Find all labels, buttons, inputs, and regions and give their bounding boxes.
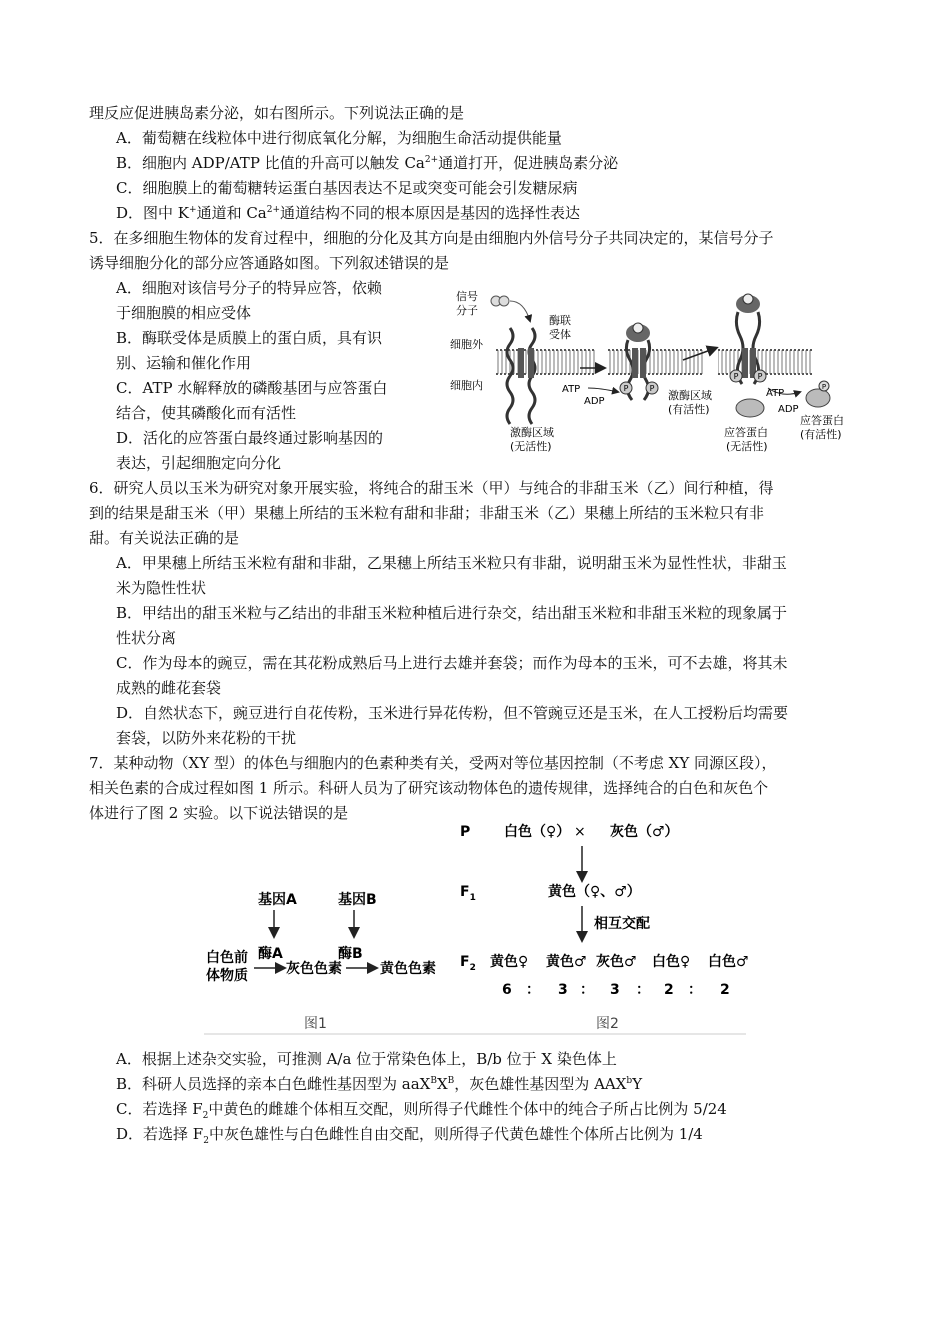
fig2-f2-yellow-male: 黄色♂ [546,954,587,970]
fig1-gene-a: 基因A [258,892,297,908]
label-adp-1: ADP [584,396,605,407]
q5-option-a-line2: 于细胞膜的相应受体 [116,304,252,322]
fig2-parent-grey-male: 灰色（♂） [610,824,679,840]
fig2-f2-white-male: 白色♂ [708,954,749,970]
fig2-ratio-4: 2 [664,982,674,998]
label-kinase-active: 激酶区域 [668,389,712,402]
q4-option-a: A．葡萄糖在线粒体中进行彻底氧化分解，为细胞生命活动提供能量 [116,129,562,147]
q7-option-c: C．若选择 $F_2$中黄色的雌雄个体相互交配，则所得子代雌性个体中的纯合子所占比例为 5/24 [116,1100,727,1121]
fig1-gene-b: 基因B [338,892,377,908]
label-response-inactive: 应答蛋白 [724,426,768,439]
q6-option-b-line1: B．甲结出的甜玉米粒与乙结出的非甜玉米粒种植后进行杂交，结出甜玉米粒和非甜玉米粒的现象属于 [116,604,788,622]
q7-figures [200,818,750,1038]
label-adp-2: ADP [778,404,799,415]
fig1-caption: 图1 [304,1016,327,1032]
label-response-active-state: (有活性) [800,428,842,441]
q4-option-b: B．细胞内 ADP/ATP 比值的升高可以触发 $Ca^{2+}$通道打开，促进胰岛素分泌 [116,154,619,172]
q6-option-a-line1: A．甲果穗上所结玉米粒有甜和非甜，乙果穗上所结玉米粒只有非甜，说明甜玉米为显性性状，非甜玉 [116,554,787,572]
membrane-2 [608,350,703,374]
q6-option-c-line1: C．作为母本的豌豆，需在其花粉成熟后马上进行去雄并套袋；而作为母本的玉米，可不去雄，将其未 [116,654,788,672]
fig2-f1-label: $F_1$ [460,884,476,903]
q6-stem-line1: 6．研究人员以玉米为研究对象开展实验，将纯合的甜玉米（甲）与纯合的非甜玉米（乙）间行种植，得 [89,479,774,497]
fig2-ratio-3: 3 [610,982,620,998]
label-response-active: 应答蛋白 [800,414,844,427]
q6-option-c-line2: 成熟的雌花套袋 [116,679,222,697]
fig1-enzyme-a: 酶A [258,946,283,962]
phosphate-label: P [757,372,763,381]
q6-option-a-line2: 米为隐性性状 [116,579,207,597]
phosphate-label: P [623,384,629,393]
fig1-enzyme-b: 酶B [338,946,363,962]
label-kinase-inactive: 激酶区域 [510,426,554,439]
fig2-caption: 图2 [596,1016,619,1032]
fig2-parent-white-female: 白色（♀） [504,824,571,840]
phosphate-label: P [649,384,655,393]
fig2-f2-white-female: 白色♀ [652,954,691,970]
q7-option-d: D．若选择 $F_2$中灰色雄性与白色雌性自由交配，则所得子代黄色雄性个体所占比例为 1/4 [116,1125,703,1146]
label-receptor-2: 受体 [549,328,571,341]
label-atp-2: ATP [766,388,785,399]
fig2-ratio-colon: ： [580,982,594,998]
membrane-3 [718,350,813,374]
fig2-ratio-1: 6 [502,982,512,998]
fig2-f1-yellow: 黄色（♀、♂） [548,884,641,900]
q5-stem-line2: 诱导细胞分化的部分应答通路如图。下列叙述错误的是 [89,254,450,272]
q7-stem-line2: 相关色素的合成过程如图 1 所示。科研人员为了研究该动物体色的遗传规律，选择纯合的白色和灰色个 [89,779,769,797]
fig2-cross-sign: × [574,824,586,840]
q6-option-d-line1: D．自然状态下，豌豆进行自花传粉，玉米进行异花传粉，但不管豌豆还是玉米，在人工授粉后均需要 [116,704,789,722]
q5-option-d-line1: D．活化的应答蛋白最终通过影响基因的 [116,429,384,447]
fig2-ratio-colon: ： [636,982,650,998]
label-inactive: (无活性) [510,440,552,453]
fig2-ratio-5: 2 [720,982,730,998]
q4-option-d: D．图中 K+通道和 $Ca^{2+}$通道结构不同的根本原因是基因的选择性表达 [116,204,581,222]
fig2-f2-yellow-female: 黄色♀ [490,954,529,970]
receptor-3 [730,294,766,384]
q6-stem-line3: 甜。有关说法正确的是 [89,529,240,547]
q5-option-b-line2: 别、运输和催化作用 [116,354,252,372]
fig2-ratio-colon: ： [526,982,540,998]
label-inside: 细胞内 [450,379,483,392]
q6-stem-line2: 到的结果是甜玉米（甲）果穗上所结的玉米粒有甜和非甜；非甜玉米（乙）果穗上所结的玉米粒只有非 [89,504,765,522]
label-signal: 信号 [456,290,478,303]
fig2-ratio-colon: ： [688,982,702,998]
q7-stem-line3: 体进行了图 2 实验。以下说法错误的是 [89,804,349,822]
fig1-precursor-line1: 白色前 [206,950,248,966]
q5-option-b-line1: B．酶联受体是质膜上的蛋白质，具有识 [116,329,383,347]
fig2-f2-grey-male: 灰色♂ [596,954,637,970]
fig1-precursor-line2: 体物质 [206,968,248,984]
response-protein-inactive [736,399,764,417]
q4-option-c: C．细胞膜上的葡萄糖转运蛋白基因表达不足或突变可能会引发糖尿病 [116,179,578,197]
fig1-grey-pigment: 灰色色素 [286,961,342,977]
q7-option-b: B．科研人员选择的亲本白色雌性基因型为 $aaX^BX^B$，灰色雄性基因型为 AAX$^b$Y [116,1075,643,1093]
q5-option-d-line2: 表达，引起细胞定向分化 [116,454,282,472]
fig1-yellow-pigment: 黄色色素 [380,961,436,977]
label-response-inactive-state: (无活性) [726,440,768,453]
fig2-intercross-label: 相互交配 [594,916,650,932]
label-active: (有活性) [668,403,710,416]
q6-option-d-line2: 套袋，以防外来花粉的干扰 [116,729,297,747]
atp-arrow-1 [588,388,618,392]
q5-option-c-line1: C．ATP 水解释放的磷酸基团与应答蛋白 [116,379,388,397]
q5-stem-line1: 5．在多细胞生物体的发育过程中，细胞的分化及其方向是由细胞内外信号分子共同决定的，某信号分子 [89,229,774,247]
phosphate-label: P [821,383,827,391]
q5-receptor-diagram [448,288,860,458]
fig2-f2-label: $F_2$ [460,954,476,973]
fig2-ratio-2: 3 [558,982,568,998]
phosphate-label: P [733,372,739,381]
q4-stem-tail: 理反应促进胰岛素分泌，如右图所示。下列说法正确的是 [89,104,465,122]
label-atp-1: ATP [562,384,581,395]
label-molecule: 分子 [456,304,478,317]
q7-option-a: A．根据上述杂交实验，可推测 A/a 位于常染色体上，B/b 位于 X 染色体上 [116,1050,617,1068]
q5-option-a-line1: A．细胞对该信号分子的特异应答，依赖 [116,279,382,297]
label-receptor: 酶联 [549,314,571,327]
label-outside: 细胞外 [450,338,483,351]
fig2-p-label: P [460,824,471,840]
q6-option-b-line2: 性状分离 [116,629,177,647]
q7-stem-line1: 7．某种动物（XY 型）的体色与细胞内的色素种类有关，受两对等位基因控制（不考虑 XY 同源区段）， [89,754,777,772]
q5-option-c-line2: 结合，使其磷酸化而有活性 [116,404,297,422]
response-protein-active [806,389,830,407]
